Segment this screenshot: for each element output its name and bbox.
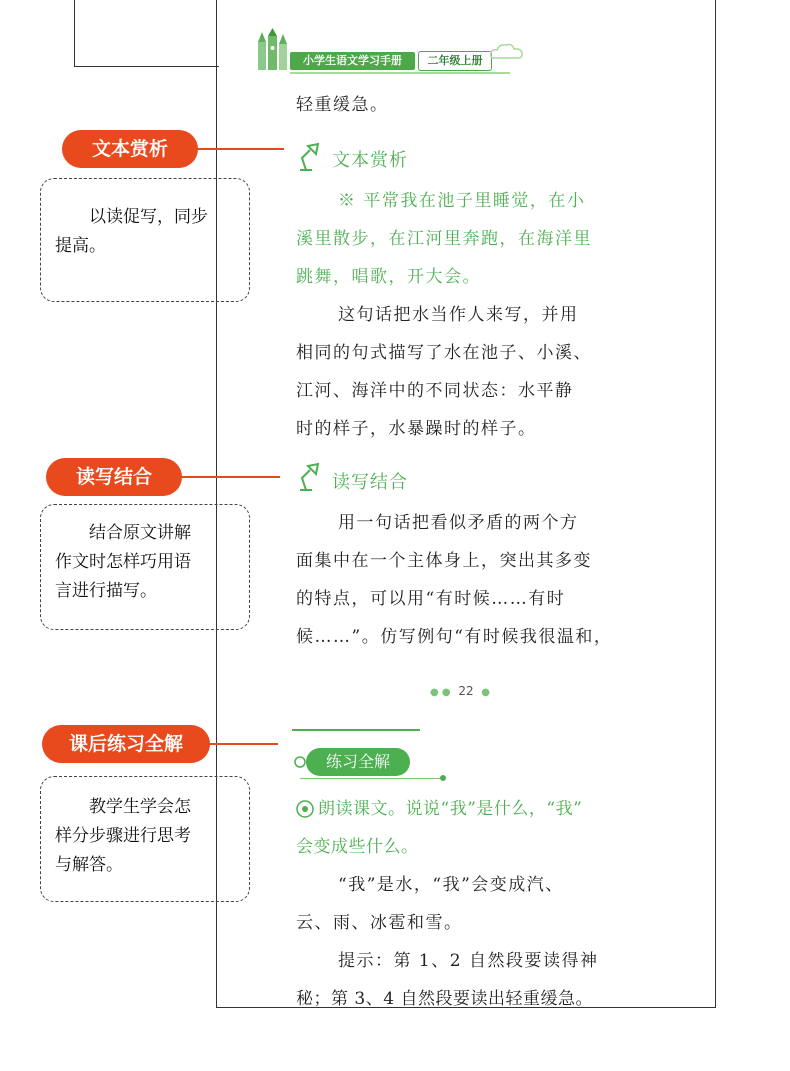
text-line: 用一句话把看似矛盾的两个方 bbox=[338, 513, 579, 533]
note-line: 教学生学会怎 bbox=[89, 797, 191, 817]
note-line: 以读促写，同步 bbox=[89, 207, 208, 227]
text-line: 候……”。仿写例句“有时候我很温和， bbox=[296, 627, 613, 647]
exercise-label: 练习全解 bbox=[306, 748, 410, 776]
text-line: 相同的句式描写了水在池子、小溪、 bbox=[296, 343, 592, 363]
callout-label-read-write: 读写结合 bbox=[46, 458, 182, 496]
pencil-towers-icon bbox=[256, 28, 292, 72]
callout-label-text-analysis: 文本赏析 bbox=[62, 130, 198, 168]
text-line: 江河、海洋中的不同状态：水平静 bbox=[296, 381, 574, 401]
answer-line: 云、雨、冰雹和雪。 bbox=[296, 913, 463, 933]
text-line: 轻重缓急。 bbox=[296, 95, 389, 115]
quote-line: 溪里散步，在江河里奔跑，在海洋里 bbox=[296, 229, 592, 249]
section-title-text-analysis: 文本赏析 bbox=[332, 150, 408, 171]
callout-note bbox=[40, 178, 250, 302]
book-title-bar: 小学生语文学习手册 bbox=[290, 52, 415, 70]
callout-connector bbox=[196, 148, 284, 150]
section-title-read-write: 读写结合 bbox=[332, 472, 408, 493]
answer-line: “我”是水，“我”会变成汽、 bbox=[338, 875, 564, 895]
text-line: 时的样子，水暴躁时的样子。 bbox=[296, 419, 537, 439]
exercise-underline bbox=[300, 778, 442, 779]
flower-bullet-icon bbox=[296, 800, 314, 818]
note-line: 与解答。 bbox=[55, 855, 123, 875]
note-line: 言进行描写。 bbox=[55, 581, 157, 601]
note-line: 样分步骤进行思考 bbox=[55, 826, 191, 846]
lamp-icon bbox=[296, 142, 322, 172]
question-line: 朗读课文。说说“我”是什么，“我” bbox=[318, 799, 583, 819]
cloud-icon bbox=[490, 42, 524, 60]
note-line: 结合原文讲解 bbox=[89, 523, 191, 543]
lamp-icon bbox=[296, 462, 322, 492]
text-line: 这句话把水当作人来写，并用 bbox=[338, 305, 579, 325]
text-line: 面集中在一个主体身上，突出其多变 bbox=[296, 551, 592, 571]
page-number-value: 22 bbox=[458, 684, 474, 698]
note-line: 作文时怎样巧用语 bbox=[55, 552, 191, 572]
grade-badge: 二年级上册 bbox=[418, 51, 492, 71]
quote-line: 跳舞，唱歌，开大会。 bbox=[296, 267, 481, 287]
page-number: ● ● 22 ● bbox=[430, 684, 490, 698]
callout-note bbox=[40, 776, 250, 902]
exercise-divider bbox=[292, 729, 420, 731]
callout-connector bbox=[208, 743, 278, 745]
quote-line: ※ 平常我在池子里睡觉，在小 bbox=[338, 191, 586, 211]
note-line: 提高。 bbox=[55, 236, 106, 256]
text-line: 的特点，可以用“有时候……有时 bbox=[296, 589, 566, 609]
header-divider bbox=[290, 72, 510, 74]
callout-label-exercises: 课后练习全解 bbox=[42, 725, 210, 763]
hint-line: 秘；第 3、4 自然段要读出轻重缓急。 bbox=[296, 989, 593, 1009]
underline-dot bbox=[440, 775, 446, 781]
callout-connector bbox=[180, 476, 280, 478]
callout-note bbox=[40, 504, 250, 630]
question-line: 会变成些什么。 bbox=[296, 837, 419, 857]
hint-line: 提示：第 1、2 自然段要读得神 bbox=[338, 951, 599, 971]
left-page-frame bbox=[74, 0, 219, 67]
